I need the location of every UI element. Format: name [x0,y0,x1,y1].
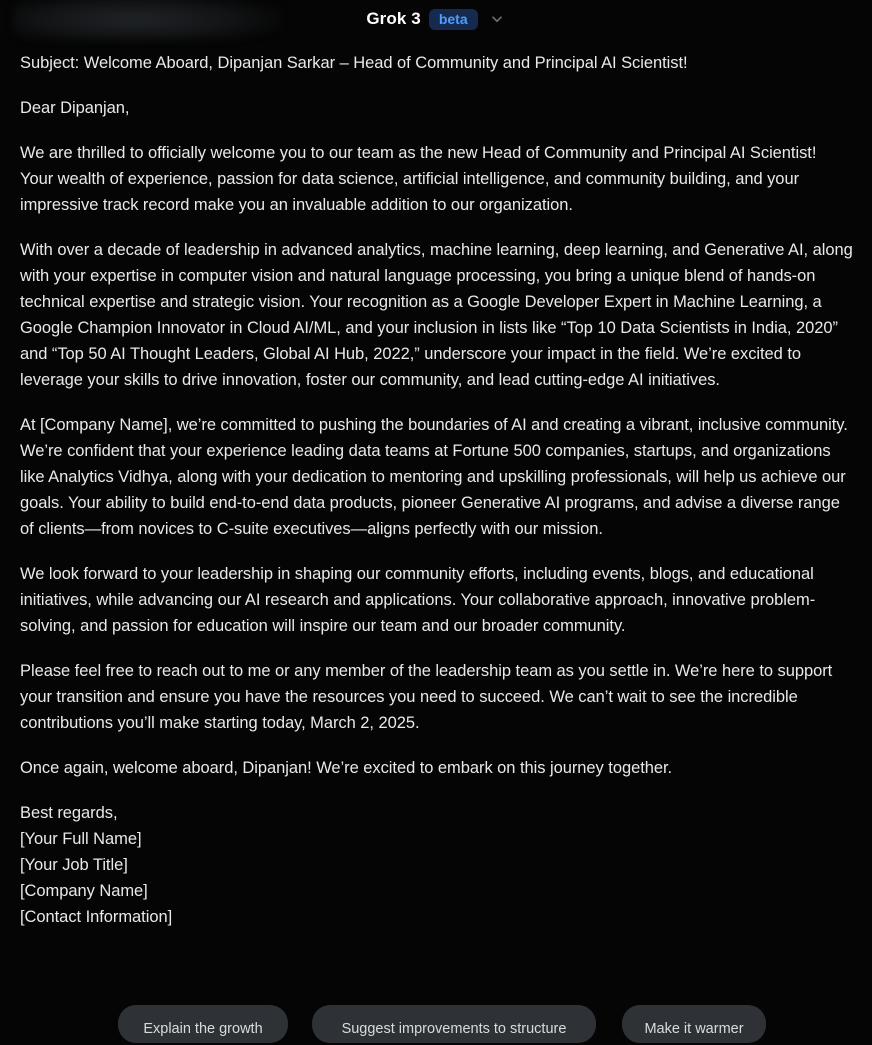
paragraph: We are thrilled to officially welcome you to our team as the new Head of Community and Principal AI Scientist! Your wealth of experience, passion for data science, artificial intelligence, and community building, and your impressive track record make you an invaluable addition to our organization. [20,144,817,214]
signature-line: [Your Job Title] [20,856,128,874]
suggestion-chip[interactable]: Explain the growth [118,1005,288,1043]
model-switcher[interactable] [366,9,505,30]
paragraph: Please feel free to reach out to me or any member of the leadership team as you settle in. We’re here to support your transition and ensure you have the resources you need to succeed. We can’t wait to see the incredible contributions you’ll make starting today, March 2, 2025. [20,662,833,732]
model-title: Grok 3 [366,9,421,28]
salutation: Dear Dipanjan, [20,99,130,117]
redacted-region [14,0,282,40]
signature-line: [Your Full Name] [20,830,142,848]
signature-line: [Company Name] [20,882,148,900]
suggestion-chip[interactable]: Suggest improvements to structure [312,1005,596,1043]
suggestion-chip[interactable]: Make it warmer [622,1005,766,1043]
paragraph: At [Company Name], we’re committed to pushing the boundaries of AI and creating a vibrant, inclusive community. We’re confident that your experience leading data teams at Fortune 500 companies, startups, and organizations like Analytics Vidhya, along with your dedication to mentoring and upskilling professionals, will help us achieve our goals. Your ability to build end-to-end data products, pioneer Generative AI programs, and advise a diverse range of clients—from novices to C-suite executives—aligns perfectly with our mission. [20,416,848,538]
beta-badge: beta [429,9,478,30]
header [0,0,872,38]
assistant-message [20,50,853,930]
suggestion-chip-row [0,1005,872,1045]
signature-line: Best regards, [20,804,118,822]
signature-line: [Contact Information] [20,908,173,926]
paragraph: Once again, welcome aboard, Dipanjan! We’re excited to embark on this journey together. [20,759,673,777]
paragraph: With over a decade of leadership in advanced analytics, machine learning, deep learning, and Generative AI, along with your expertise in computer vision and natural language processing, you bring a unique blend of hands-on technical expertise and strategic vision. Your recognition as a Google Developer Expert in Machine Learning, a Google Champion Innovator in Cloud AI/ML, and your inclusion in lists like “Top 10 Data Scientists in India, 2020” and “Top 50 AI Thought Leaders, Global AI Hub, 2022,” underscore your impact in the field. We’re excited to leverage your skills to drive innovation, foster our community, and lead cutting-edge AI initiatives. [20,241,853,389]
paragraph: We look forward to your leadership in shaping our community efforts, including events, blogs, and educational initiatives, while advancing our AI research and applications. Your collaborative approach, innovative problem-solving, and passion for education will inspire our team and our broader community. [20,565,816,635]
chevron-down-icon[interactable] [488,10,506,28]
subject-line: Subject: Welcome Aboard, Dipanjan Sarkar – Head of Community and Principal AI Scientist! [20,54,688,72]
